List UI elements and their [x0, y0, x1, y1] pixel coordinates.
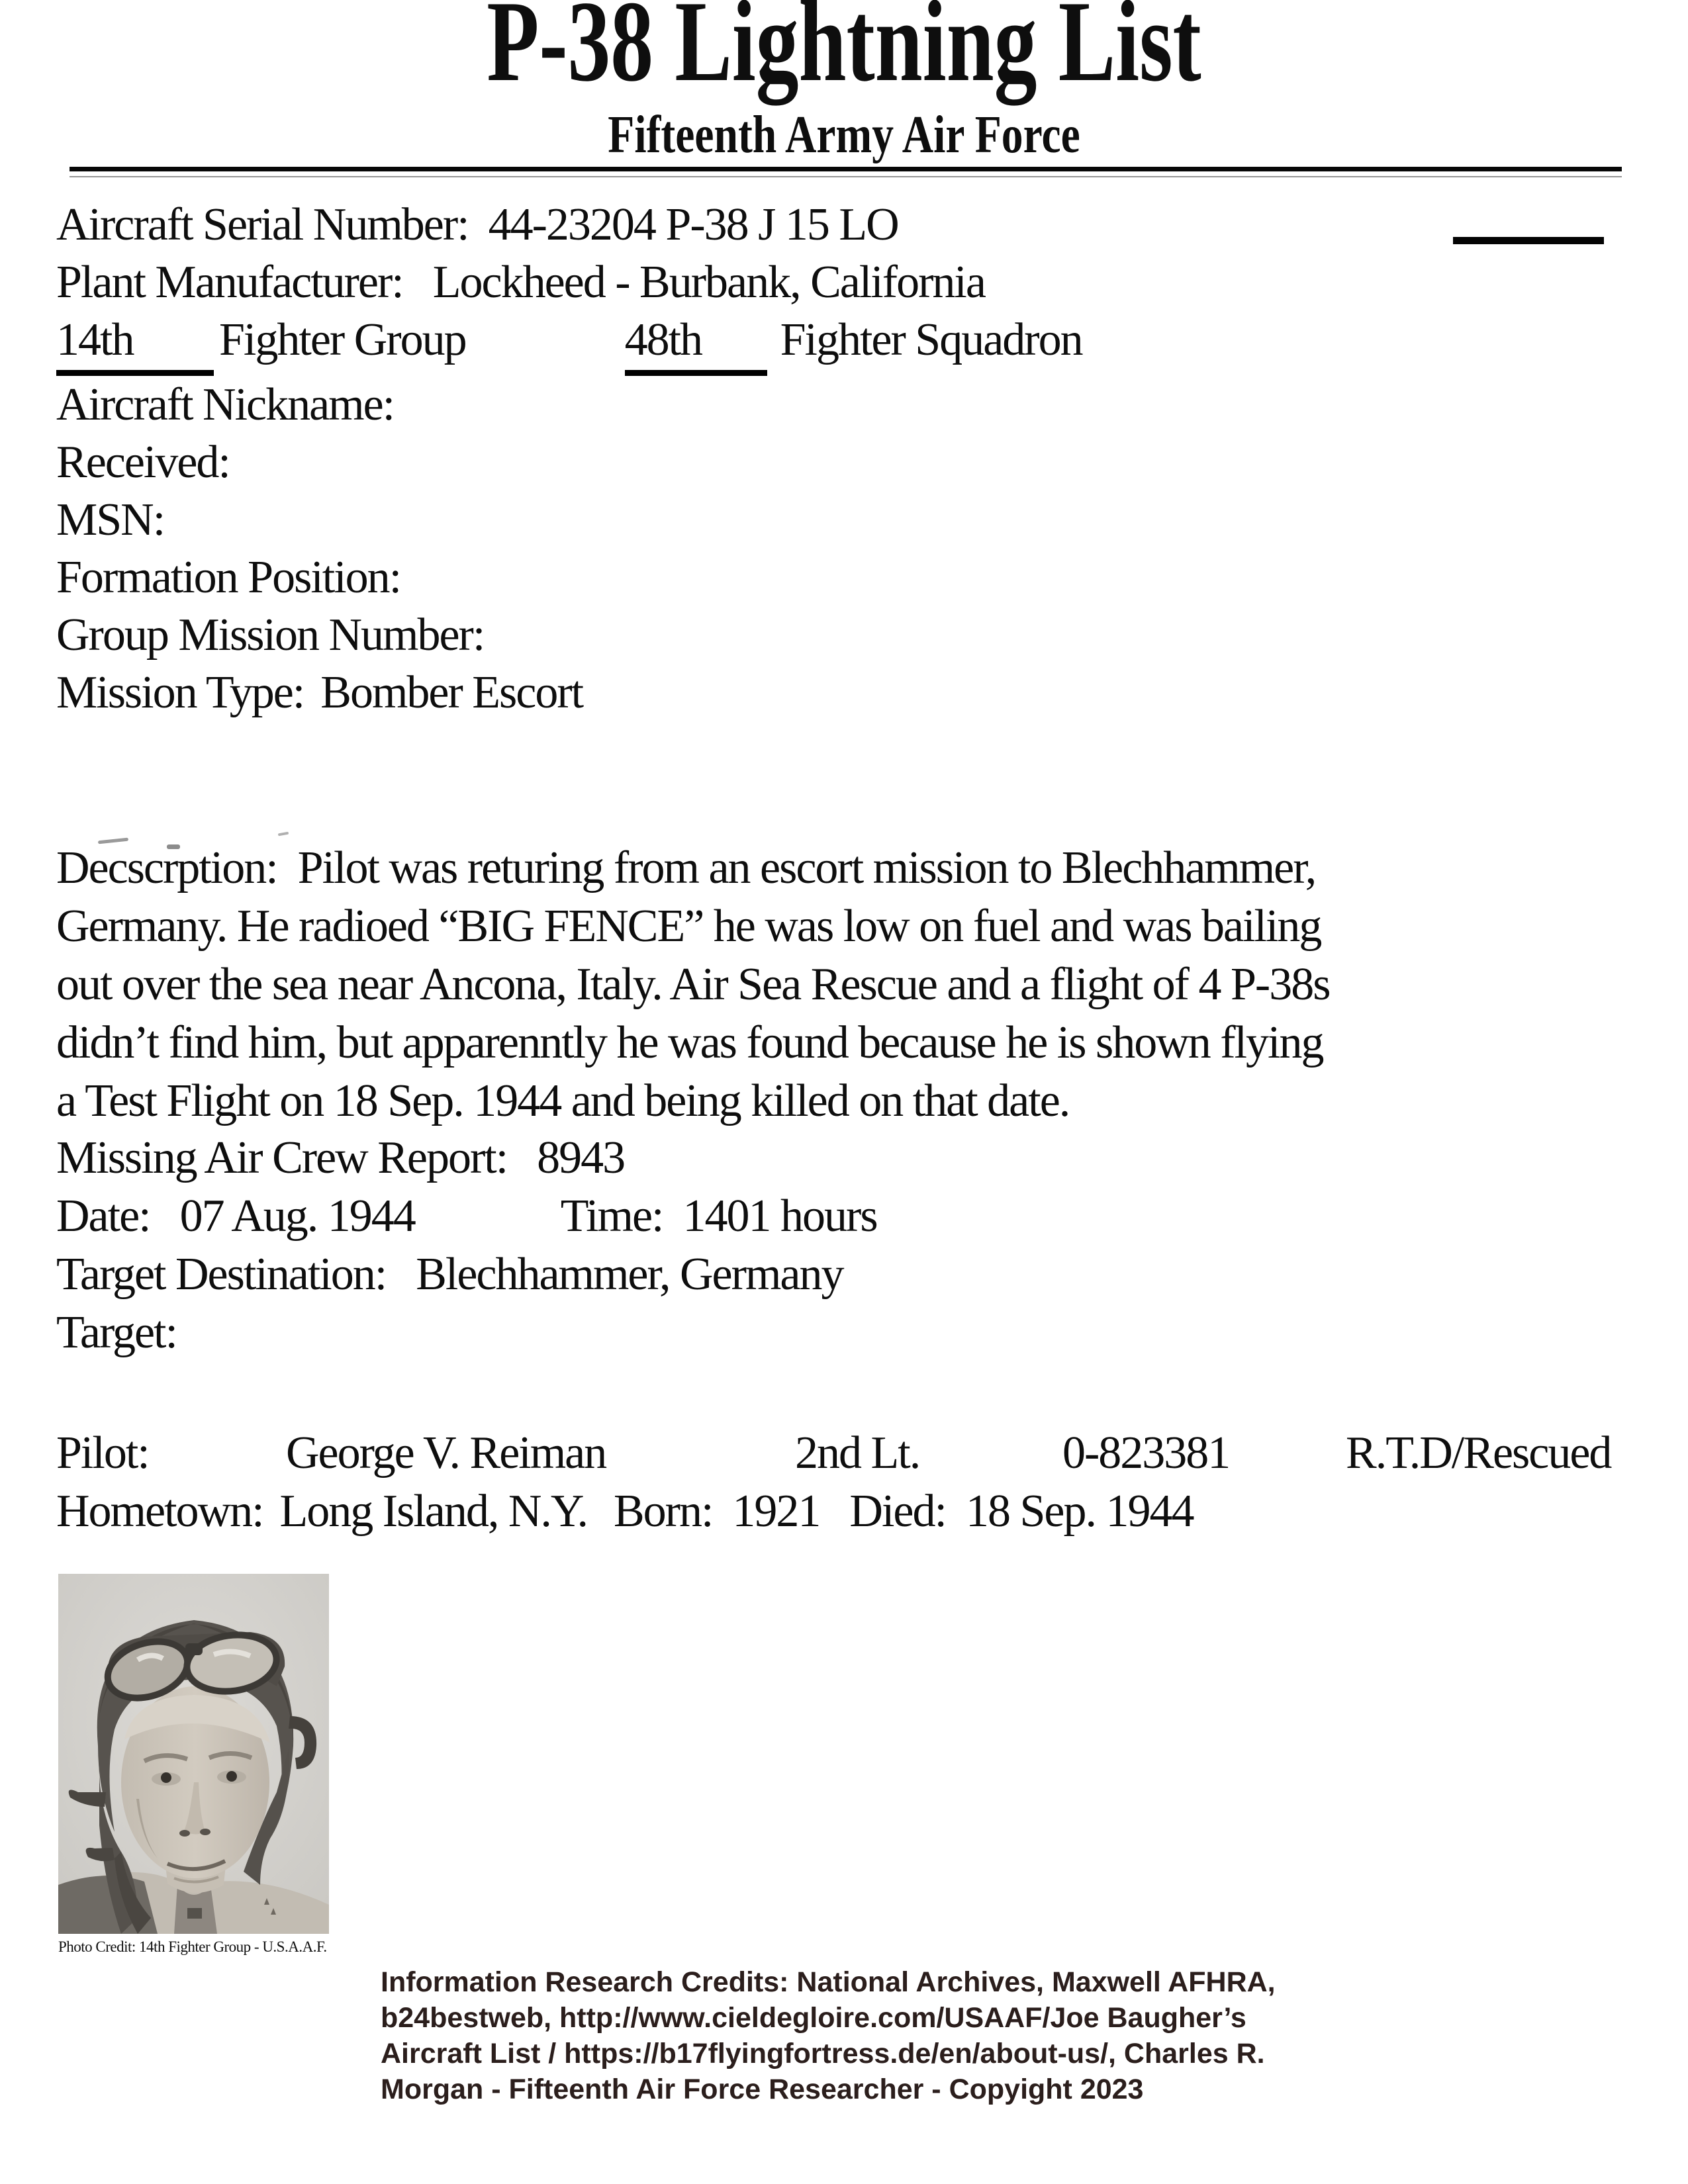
received-label: Received: — [56, 437, 230, 488]
macr-line — [56, 1129, 877, 1187]
pilot-rank: 2nd Lt. — [795, 1428, 920, 1479]
fighter-group-label: Fighter Group — [219, 314, 466, 365]
serial-blank-underline — [1453, 237, 1604, 244]
date-time-line — [56, 1187, 877, 1246]
msn-label: MSN: — [56, 494, 165, 545]
received-line — [56, 433, 1082, 491]
plant-line — [56, 253, 1082, 311]
serial-value: 44-23204 P-38 J 15 LO — [488, 199, 898, 250]
mission-type-value: Bomber Escort — [320, 667, 583, 718]
header-divider — [70, 167, 1622, 171]
nickname-label: Aircraft Nickname: — [56, 379, 395, 430]
time-value: 1401 hours — [682, 1191, 877, 1242]
date-label: Date: — [56, 1191, 150, 1242]
research-credits-line: Information Research Credits: National Archives, Maxwell AFHRA, — [381, 1966, 1276, 1998]
hometown-label: Hometown: — [56, 1486, 263, 1537]
description-paragraph — [56, 839, 1329, 1130]
pilot-serial-number: 0-823381 — [1062, 1428, 1230, 1479]
group-mission-number-label: Group Mission Number: — [56, 610, 485, 660]
description-line: out over the sea near Ancona, Italy. Air Sea Rescue and a flight of 4 P-38s — [56, 959, 1330, 1010]
page-title: P-38 Lightning List — [487, 0, 1201, 105]
pilot-line — [56, 1424, 1611, 1482]
died-label: Died: — [849, 1486, 946, 1537]
target-label: Target: — [56, 1307, 177, 1358]
research-credits-line: Aircraft List / https://b17flyingfortress.de/en/about-us/, Charles R. — [381, 2038, 1265, 2070]
pilot-status: R.T.D/Rescued — [1346, 1428, 1611, 1479]
target-destination-label: Target Destination: — [56, 1249, 387, 1300]
mission-info — [56, 1129, 877, 1362]
description-line: Germany. He radioed “BIG FENCE” he was low on fuel and was bailing — [56, 901, 1321, 952]
hometown-line — [56, 1482, 1611, 1541]
macr-label: Missing Air Crew Report: — [56, 1132, 508, 1183]
formation-position-line — [56, 549, 1082, 606]
aircraft-fields — [56, 196, 1082, 721]
pilot-name: George V. Reiman — [286, 1428, 606, 1479]
target-destination-value: Blechhammer, Germany — [416, 1249, 843, 1300]
born-value: 1921 — [732, 1486, 820, 1537]
date-value: 07 Aug. 1944 — [179, 1191, 415, 1242]
description-line: Decscrption: Pilot was returing from an escort mission to Blechhammer, — [56, 842, 1316, 893]
collar-insignia — [187, 1908, 202, 1919]
hometown-value: Long Island, N.Y. — [279, 1486, 587, 1537]
time-label: Time: — [560, 1191, 663, 1242]
target-line — [56, 1304, 877, 1362]
research-credits-line: b24bestweb, http://www.cieldegloire.com/USAAF/Joe Baugher’s — [381, 2002, 1246, 2034]
research-credits — [381, 1964, 1276, 2107]
page-subtitle: Fifteenth Army Air Force — [608, 106, 1080, 164]
fighter-group-value: 14th — [56, 311, 214, 376]
pilot-label: Pilot: — [56, 1428, 149, 1479]
description-line: didn’t find him, but apparenntly he was found because he is shown flying — [56, 1017, 1323, 1068]
fighter-squadron-value: 48th — [625, 311, 767, 376]
group-squadron-line — [56, 311, 1082, 376]
research-credits-line: Morgan - Fifteenth Air Force Researcher - Copyight 2023 — [381, 2073, 1144, 2105]
msn-line — [56, 491, 1082, 549]
pilot-photo-image — [58, 1574, 329, 1934]
fighter-squadron-label: Fighter Squadron — [780, 314, 1082, 365]
formation-position-label: Formation Position: — [56, 552, 401, 603]
photo-credit: Photo Credit: 14th Fighter Group - U.S.A.A.F. — [58, 1938, 327, 1955]
plant-label: Plant Manufacturer: — [56, 257, 403, 308]
pen-smudge — [278, 832, 289, 837]
plant-value: Lockheed - Burbank, California — [432, 257, 985, 308]
mission-type-line — [56, 664, 1082, 721]
nickname-line — [56, 376, 1082, 433]
group-mission-number-line — [56, 606, 1082, 664]
pilot-photo — [58, 1574, 329, 1934]
died-value: 18 Sep. 1944 — [965, 1486, 1194, 1537]
mission-type-label: Mission Type: — [56, 667, 305, 718]
header-divider-shadow — [70, 176, 1622, 177]
target-destination-line — [56, 1246, 877, 1304]
born-label: Born: — [613, 1486, 713, 1537]
pilot-info — [56, 1424, 1611, 1541]
macr-value: 8943 — [537, 1132, 625, 1183]
serial-line — [56, 196, 1082, 253]
description-line: a Test Flight on 18 Sep. 1944 and being killed on that date. — [56, 1075, 1070, 1126]
serial-label: Aircraft Serial Number: — [56, 199, 469, 250]
